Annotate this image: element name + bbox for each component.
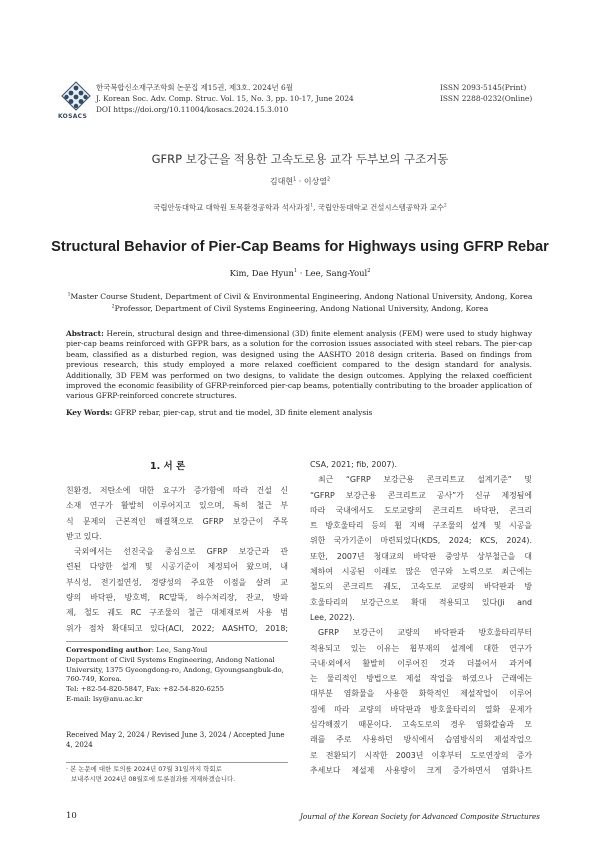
logo-text: KOSACS <box>58 113 88 120</box>
author-2-ko: 이상열 <box>303 177 327 186</box>
text-line: 소재 연구가 활발히 이루어지고 있으며, 특히 철근 부 <box>66 501 288 511</box>
affiliation-english-1 <box>0 292 600 301</box>
affil-ko-sep: , <box>313 203 318 212</box>
text-line: 로 전환되기 시작한 2003년 이후부터 도로연장의 증가 <box>310 750 532 760</box>
text-line: 량의 바닥판, 방호벽, RC말뚝, 하수처리장, 잔교, 방파 <box>66 593 288 603</box>
paragraph-2 <box>66 544 288 636</box>
keywords-text: GFRP rebar, pier-cap, strut and tie model, 3D finite element analysis <box>114 408 373 417</box>
affil-ko-2-mark: 2 <box>443 203 447 209</box>
received-dates: Received May 2, 2024 / Revised June 3, 2024 / Accepted June 4, 2024 <box>66 731 285 749</box>
discussion-note <box>66 765 288 784</box>
abstract-label: Abstract: <box>66 329 104 338</box>
author-1-en-mark: 1 <box>293 268 298 275</box>
text-line: 최근 “GFRP 보강근용 콘크리트교 설계기준” 및 <box>318 475 532 485</box>
text-line: 적용되고 있는 이유는 휨부재의 설계에 대한 연구가 <box>310 643 532 653</box>
text-line: 국내‧외에서 활발히 이루어진 것과 더불어서 과거에 <box>310 658 532 668</box>
left-column-text <box>66 483 288 636</box>
text-line: 심각해졌기 때문이다. 고속도로의 경우 염화칼슘과 모 <box>310 720 532 730</box>
affil-en-2-mark: 2 <box>111 304 115 310</box>
text-line: 는 물리적인 방법으로 제설 작업을 하였으나 근래에는 <box>310 674 532 684</box>
issn-online: ISSN 2288-0232(Online) <box>440 94 533 103</box>
corr-line: Department of Civil Systems Engineering, Andong National <box>66 655 275 664</box>
title-korean: GFRP 보강근을 적용한 고속도로용 교각 두부보의 구조거동 <box>151 152 449 166</box>
journal-line-ko: 한국복합신소재구조학회 논문집 제15권, 제3호. 2024년 6월 <box>96 83 293 92</box>
paragraph-4 <box>310 625 532 778</box>
text-line: 대부분 염화물을 사용한 화학적인 제설작업이 이루어 <box>310 689 532 699</box>
title-english: Structural Behavior of Pier-Cap Beams for Highways using GFRP Rebar <box>51 239 549 255</box>
text-line: Lee, 2022). <box>310 612 355 622</box>
affil-ko-1: 국립안동대학교 대학원 토목환경공학과 석사과정 <box>153 203 311 212</box>
text-line: 친환경, 저탄소에 대한 요구가 증가함에 따라 건설 신 <box>66 486 288 495</box>
paragraph-1 <box>66 483 288 544</box>
affil-en-2: Professor, Department of Civil Systems Engineering, Andong National University, Andong, Korea <box>114 304 489 313</box>
author-2-en-mark: 2 <box>367 268 371 275</box>
text-line: 철도의 콘크리트 궤도, 고속도로 교량의 바닥판과 방 <box>310 582 532 592</box>
text-line: 부식성, 전기절연성, 경량성의 주요한 이점을 살려 교 <box>66 577 288 587</box>
journal-header <box>96 82 354 115</box>
footer-journal-name: Journal of the Korean Society for Advanced Composite Structures <box>300 812 540 821</box>
author-1-ko: 김대현 <box>269 177 294 186</box>
page-number: 10 <box>66 811 77 821</box>
note-line: · 본 논문에 대한 토의를 2024년 07월 31일까지 학회로 <box>66 765 222 773</box>
note-line: 보내주시면 2024년 08월호에 토론결과를 게재하겠습니다. <box>71 774 236 783</box>
text-line: 따라 국내에서도 도로교량의 콘크리트 바닥판, 콘크리 <box>310 505 532 515</box>
text-line: 짐에 따라 교량의 바닥판과 방호울타리의 열화 문제가 <box>310 704 532 714</box>
text-line: 제, 철도 궤도 RC 구조물의 철근 대체재로써 사용 범 <box>66 608 288 618</box>
text-line: 체하여 시공된 이래로 많은 연구와 노력으로 최근에는 <box>310 567 532 577</box>
doi-line[interactable]: DOI https://doi.org/10.11004/kosacs.2024.15.3.010 <box>96 105 289 114</box>
text-line: 래를 주로 사용하던 방식에서 습염방식의 제설작업으 <box>310 735 532 745</box>
kosacs-logo <box>60 80 92 112</box>
affiliation-korean <box>0 202 600 213</box>
authors-korean <box>0 176 600 187</box>
text-line: 호울타리의 보강근으로 확대 적용되고 있다(Ji and <box>310 597 532 607</box>
corr-email[interactable]: E-mail: lsy@anu.ac.kr <box>66 694 143 703</box>
text-line: 또한, 2007년 청대교의 바닥판 중앙부 상부철근을 대 <box>310 551 532 561</box>
author-en-separator: · <box>297 268 306 278</box>
text-line: 트 방호울타리 등의 휨 지배 구조물의 설계 및 시공을 <box>310 521 532 531</box>
text-line: GFRP 보강근이 교량의 바닥판과 방호울타리부터 <box>318 628 532 638</box>
corr-line: 760-749, Korea. <box>66 675 122 684</box>
abstract-text: Herein, structural design and three-dimensional (3D) finite element analysis (FEM) were used to study highway pier-cap beams reinforced with GFPR bars, as a solution for the corrosion issues associated with steel rebars. The pier-cap beam, classified as a disturbed region, was designed using the AASHTO 2018 design criteria. Based on findings from previous research, this study employed a more relaxed coefficient compared to the design standard for analysis. Additionally, 3D FEM was performed on two designs, to validate the design outcomes. Applying the relaxed coefficient improved the economic feasibility of GFRP-reinforced pier-cap beams, potentially contributing to the broader application of various GFRP-reinforced concrete structures. <box>66 329 532 401</box>
corr-line: University, 1375 Gyeongdong-ro, Andong, Gyoungsangbuk-do, <box>66 665 284 674</box>
note-divider <box>66 762 288 763</box>
author-separator: · <box>296 177 304 186</box>
text-line: 식 문제의 근본적인 해결책으로 GFRP 보강근이 주목 <box>66 516 288 526</box>
text-line: 추세보다 제설제 사용량이 크게 증가하면서 염화나트 <box>310 765 532 775</box>
affiliation-english-2 <box>0 304 600 313</box>
keywords-label: Key Words: <box>66 408 113 417</box>
author-2-ko-mark: 2 <box>327 177 331 183</box>
affil-en-1-mark: 1 <box>67 292 71 298</box>
issn-print: ISSN 2093-5145(Print) <box>440 83 527 92</box>
paragraph-3 <box>310 472 532 625</box>
affil-ko-1-mark: 1 <box>310 203 314 209</box>
affil-en-1: Master Course Student, Department of Civil & Environmental Engineering, Andong National University, Andong, Korea <box>70 292 533 301</box>
corresponding-name: : Lee, Sang-Youl <box>151 646 208 654</box>
text-line: 위한 국가기준이 마련되었다(KDS, 2024; KCS, 2024). <box>310 536 532 546</box>
text-line: 위가 점차 확대되고 있다(ACI, 2022; AASHTO, 2018; <box>66 623 288 633</box>
journal-line-en: J. Korean Soc. Adv. Comp. Struc. Vol. 15, No. 3, pp. 10-17, June 2024 <box>96 94 354 103</box>
text-line: 받고 있다. <box>66 531 102 541</box>
section-heading-introduction: 1. 서 론 <box>150 461 186 472</box>
text-line: 련된 다양한 설계 및 시공기준이 제정되어 왔으며, 내 <box>66 562 288 572</box>
author-1-en: Kim, Dae Hyun <box>229 268 294 278</box>
corresponding-divider <box>66 641 288 642</box>
corresponding-author <box>66 646 284 705</box>
corr-line: Tel: +82-54-820-5847, Fax: +82-54-820-6255 <box>66 685 225 694</box>
author-2-en: Lee, Sang-Youl <box>305 268 368 278</box>
authors-english <box>0 268 600 278</box>
author-1-ko-mark: 1 <box>293 177 297 183</box>
affil-ko-2: 국립안동대학교 건설시스템공학과 교수 <box>317 203 444 212</box>
issn-block <box>440 82 532 104</box>
text-line: 국외에서는 선진국을 중심으로 GFRP 보강근과 관 <box>74 547 288 557</box>
corresponding-label: Corresponding author <box>66 646 152 654</box>
text-line: “GFRP 보강근용 콘크리트교 공사”가 신규 제정됨에 <box>310 490 532 500</box>
abstract <box>66 329 532 402</box>
keywords <box>66 408 532 417</box>
right-column-text <box>310 457 532 778</box>
text-line: CSA, 2021; fib, 2007). <box>310 460 397 469</box>
